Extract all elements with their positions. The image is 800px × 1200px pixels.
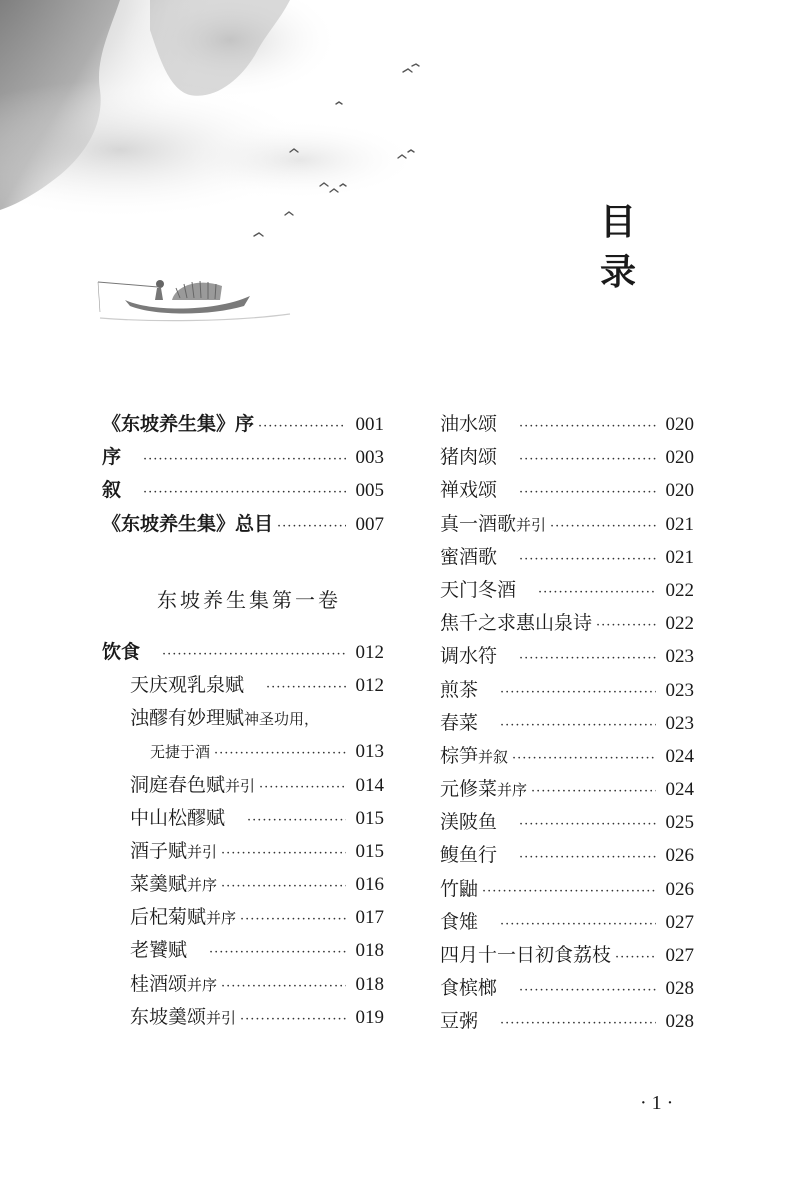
leader-dots xyxy=(259,771,346,804)
leader-dots xyxy=(519,841,656,874)
leader-dots xyxy=(615,941,656,974)
toc-entry[interactable]: 鳆鱼行 ····· 026 xyxy=(440,839,694,872)
toc-entry[interactable]: 天庆观乳泉赋 ····· 012 xyxy=(102,669,384,702)
leader-dots xyxy=(500,709,656,742)
toc-entry[interactable]: 桂酒颂并序 ····· 018 xyxy=(102,968,384,1001)
toc-entry[interactable]: 酒子赋并引 ····· 015 xyxy=(102,835,384,868)
leader-dots xyxy=(162,638,346,671)
leader-dots xyxy=(258,410,346,443)
toc-entry[interactable]: 焦千之求惠山泉诗 ····· 022 xyxy=(440,607,694,640)
toc-entry[interactable]: 蜜酒歌 ····· 021 xyxy=(440,541,694,574)
leader-dots xyxy=(519,476,656,509)
toc-entry[interactable]: 《东坡养生集》总目 ····· 007 xyxy=(102,508,384,541)
toc-entry[interactable]: 真一酒歌并引 ····· 021 xyxy=(440,508,694,541)
toc-entry[interactable]: 元修菜并序 ····· 024 xyxy=(440,773,694,806)
page-number: · 1 · xyxy=(640,1092,674,1114)
toc-left-column xyxy=(102,408,384,1034)
toc-entry[interactable]: 东坡羹颂并引 ····· 019 xyxy=(102,1001,384,1034)
toc-entry[interactable]: 天门冬酒 ····· 022 xyxy=(440,574,694,607)
leader-dots xyxy=(500,676,656,709)
landscape-fisherman-boat-icon xyxy=(0,0,800,340)
leader-dots xyxy=(482,875,656,908)
toc-entry[interactable]: 食槟榔 ····· 028 xyxy=(440,972,694,1005)
leader-dots xyxy=(247,804,346,837)
toc-entry[interactable]: 序 ····· 003 xyxy=(102,441,384,474)
leader-dots xyxy=(596,609,656,642)
toc-entry[interactable]: 棕笋并叙 ····· 024 xyxy=(440,740,694,773)
leader-dots xyxy=(266,671,346,704)
toc-entry[interactable]: 浊醪有妙理赋神圣功用， xyxy=(130,707,320,730)
toc-entry[interactable]: 中山松醪赋 ····· 015 xyxy=(102,802,384,835)
leader-dots xyxy=(143,443,346,476)
toc-category[interactable]: 饮食 ····· 012 xyxy=(102,636,384,669)
toc-entry[interactable]: 禅戏颂 ····· 020 xyxy=(440,474,694,507)
toc-entry[interactable]: 竹鼬 ····· 026 xyxy=(440,873,694,906)
toc-entry[interactable]: 春菜 ····· 023 xyxy=(440,707,694,740)
leader-dots xyxy=(214,737,346,770)
toc-entry-continued[interactable]: 无捷于酒 ····· 013 xyxy=(102,735,384,768)
leader-dots xyxy=(519,974,656,1007)
leader-dots xyxy=(519,443,656,476)
leader-dots xyxy=(550,510,656,543)
page-title: 目 录 xyxy=(600,202,649,293)
toc-entry[interactable]: 豆粥 ····· 028 xyxy=(440,1005,694,1038)
leader-dots xyxy=(519,410,656,443)
toc-right-column xyxy=(440,408,694,1039)
leader-dots xyxy=(143,476,346,509)
leader-dots xyxy=(500,1007,656,1040)
toc-entry[interactable]: 油水颂 ····· 020 xyxy=(440,408,694,441)
toc-entry[interactable]: 菜羹赋并序 ····· 016 xyxy=(102,868,384,901)
leader-dots xyxy=(531,775,656,808)
leader-dots xyxy=(240,1003,346,1036)
toc-entry[interactable]: 食雉 ····· 027 xyxy=(440,906,694,939)
leader-dots xyxy=(500,908,656,941)
volume-heading: 东坡养生集第一卷 xyxy=(157,587,341,612)
toc-entry[interactable]: 猪肉颂 ····· 020 xyxy=(440,441,694,474)
leader-dots xyxy=(209,936,346,969)
leader-dots xyxy=(538,576,656,609)
toc-entry[interactable]: 后杞菊赋并序 ····· 017 xyxy=(102,901,384,934)
leader-dots xyxy=(519,543,656,576)
leader-dots xyxy=(221,837,346,870)
leader-dots xyxy=(221,870,346,903)
leader-dots xyxy=(519,808,656,841)
toc-entry[interactable]: 《东坡养生集》序 ····· 001 xyxy=(102,408,384,441)
leader-dots xyxy=(221,970,346,1003)
toc-entry[interactable]: 洞庭春色赋并引 ····· 014 xyxy=(102,769,384,802)
leader-dots xyxy=(277,510,346,543)
leader-dots xyxy=(512,742,656,775)
toc-entry[interactable]: 叙 ····· 005 xyxy=(102,474,384,507)
toc-entry[interactable]: 老饕赋 ····· 018 xyxy=(102,934,384,967)
toc-entry[interactable]: 四月十一日初食荔枝 ····· 027 xyxy=(440,939,694,972)
toc-entry[interactable]: 煎茶 ····· 023 xyxy=(440,674,694,707)
leader-dots xyxy=(519,642,656,675)
leader-dots xyxy=(240,903,346,936)
fishing-boat-icon xyxy=(98,280,290,321)
toc-entry[interactable]: 调水符 ····· 023 xyxy=(440,640,694,673)
toc-entry[interactable]: 渼陂鱼 ····· 025 xyxy=(440,806,694,839)
